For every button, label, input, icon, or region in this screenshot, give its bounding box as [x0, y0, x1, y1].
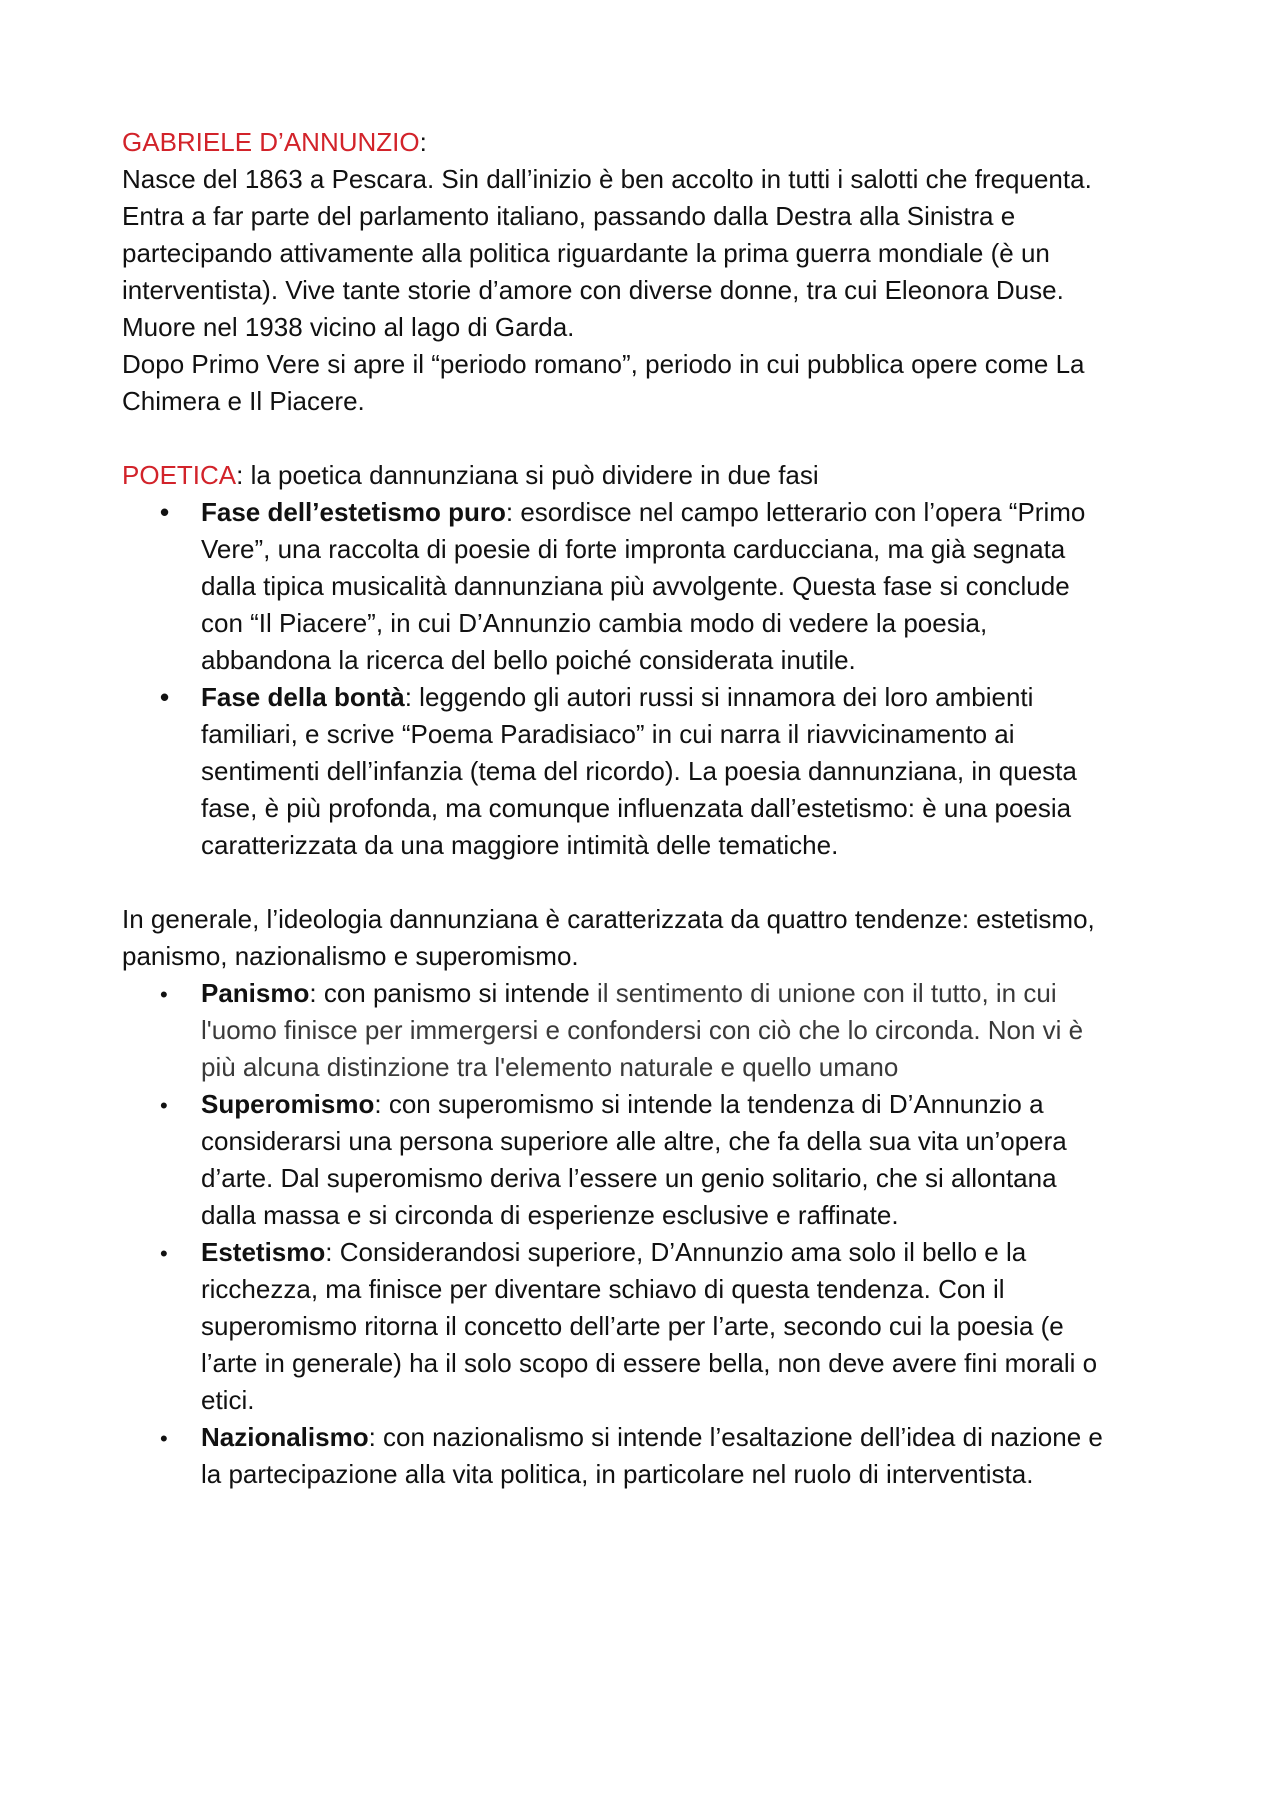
list-item-first-line — [201, 494, 1172, 531]
list-item-line: l'uomo finisce per immergersi e confondersi con ciò che lo circonda. Non vi è — [201, 1015, 1084, 1045]
list-item-term: Fase della bontà — [201, 682, 405, 712]
list-item-line: dalla massa e si circonda di esperienze esclusive e raffinate. — [201, 1200, 899, 1230]
list-item — [201, 1234, 1172, 1419]
list-item-first-line — [201, 1086, 1172, 1123]
ideologia-list — [122, 975, 1172, 1493]
list-item-first-line — [201, 1234, 1172, 1271]
list-item — [201, 975, 1172, 1086]
list-item-line: più alcuna distinzione tra l'elemento naturale e quello umano — [201, 1052, 899, 1082]
list-item-text: : con superomismo si intende la tendenza di D’Annunzio a — [374, 1089, 1044, 1119]
bullet-icon — [160, 975, 180, 1013]
list-item-term: Panismo — [201, 978, 310, 1008]
list-item-text: : esordisce nel campo letterario con l’opera “Primo — [505, 497, 1086, 527]
list-item-line: Vere”, una raccolta di poesie di forte impronta carducciana, ma già segnata — [201, 534, 1066, 564]
list-item-first-line — [201, 1419, 1172, 1456]
ideologia-line: panismo, nazionalismo e superomismo. — [122, 941, 579, 971]
intro-line: Muore nel 1938 vicino al lago di Garda. — [122, 312, 575, 342]
bullet-icon — [160, 679, 180, 716]
intro-line: Entra a far parte del parlamento italiano, passando dalla Destra alla Sinistra e — [122, 201, 1016, 231]
list-item — [201, 1086, 1172, 1234]
intro-line: Nasce del 1863 a Pescara. Sin dall’inizio è ben accolto in tutti i salotti che frequenta. — [122, 164, 1092, 194]
list-item-line: considerarsi una persona superiore alle altre, che fa della sua vita un’opera — [201, 1126, 1067, 1156]
ideologia-line: In generale, l’ideologia dannunziana è caratterizzata da quattro tendenze: estetismo, — [122, 904, 1095, 934]
list-item-line: la partecipazione alla vita politica, in particolare nel ruolo di interventista. — [201, 1459, 1034, 1489]
list-item-text: : leggendo gli autori russi si innamora dei loro ambienti — [404, 682, 1034, 712]
list-item-text: : Considerandosi superiore, D’Annunzio ama solo il bello e la — [325, 1237, 1027, 1267]
bullet-icon — [160, 1086, 180, 1124]
list-item-line: familiari, e scrive “Poema Paradisiaco” in cui narra il riavvicinamento ai — [201, 719, 1015, 749]
intro-section — [122, 124, 1172, 420]
intro-line: Chimera e Il Piacere. — [122, 386, 365, 416]
list-item-line: fase, è più profonda, ma comunque influenzata dall’estetismo: è una poesia — [201, 793, 1072, 823]
list-item-line: abbandona la ricerca del bello poiché considerata inutile. — [201, 645, 856, 675]
bullet-icon — [160, 494, 180, 531]
heading-colon: : — [419, 127, 427, 157]
list-item-text: : con panismo si intende — [309, 978, 597, 1008]
list-item-text-quoted: il sentimento di unione con il tutto, in cui — [597, 978, 1057, 1008]
list-item — [201, 494, 1172, 679]
poetica-list — [122, 494, 1172, 864]
ideologia-section — [122, 901, 1172, 1493]
intro-line: Dopo Primo Vere si apre il “periodo romano”, periodo in cui pubblica opere come La — [122, 349, 1085, 379]
list-item-term: Estetismo — [201, 1237, 326, 1267]
list-item-line: d’arte. Dal superomismo deriva l’essere un genio solitario, che si allontana — [201, 1163, 1057, 1193]
intro-heading-line — [122, 124, 1172, 161]
section-heading-poetica: POETICA — [122, 460, 237, 490]
poetica-intro-text: : la poetica dannunziana si può dividere in due fasi — [236, 460, 819, 490]
document-page — [122, 124, 1172, 1493]
list-item-line: etici. — [201, 1385, 255, 1415]
intro-line: partecipando attivamente alla politica riguardante la prima guerra mondiale (è un — [122, 238, 1050, 268]
bullet-icon — [160, 1234, 180, 1272]
list-item-term: Fase dell’estetismo puro — [201, 497, 506, 527]
list-item-line: superomismo ritorna il concetto dell’arte per l’arte, secondo cui la poesia (e — [201, 1311, 1064, 1341]
list-item — [201, 679, 1172, 864]
poetica-section — [122, 457, 1172, 864]
list-item-line: caratterizzata da una maggiore intimità delle tematiche. — [201, 830, 839, 860]
poetica-heading-line — [122, 457, 1172, 494]
blank-line — [122, 420, 1172, 457]
bullet-icon — [160, 1419, 180, 1457]
list-item-line: dalla tipica musicalità dannunziana più avvolgente. Questa fase si conclude — [201, 571, 1070, 601]
list-item-term: Nazionalismo — [201, 1422, 369, 1452]
list-item-text: : con nazionalismo si intende l’esaltazione dell’idea di nazione e — [368, 1422, 1103, 1452]
list-item-line: l’arte in generale) ha il solo scopo di essere bella, non deve avere fini morali o — [201, 1348, 1098, 1378]
list-item-first-line — [201, 975, 1172, 1012]
section-heading-dannunzio: GABRIELE D’ANNUNZIO — [122, 127, 420, 157]
blank-line — [122, 864, 1172, 901]
list-item-line: ricchezza, ma finisce per diventare schiavo di questa tendenza. Con il — [201, 1274, 1005, 1304]
list-item-line: sentimenti dell’infanzia (tema del ricordo). La poesia dannunziana, in questa — [201, 756, 1077, 786]
intro-line: interventista). Vive tante storie d’amore con diverse donne, tra cui Eleonora Duse. — [122, 275, 1064, 305]
list-item — [201, 1419, 1172, 1493]
list-item-line: con “Il Piacere”, in cui D’Annunzio cambia modo di vedere la poesia, — [201, 608, 988, 638]
list-item-first-line — [201, 679, 1172, 716]
list-item-term: Superomismo — [201, 1089, 375, 1119]
